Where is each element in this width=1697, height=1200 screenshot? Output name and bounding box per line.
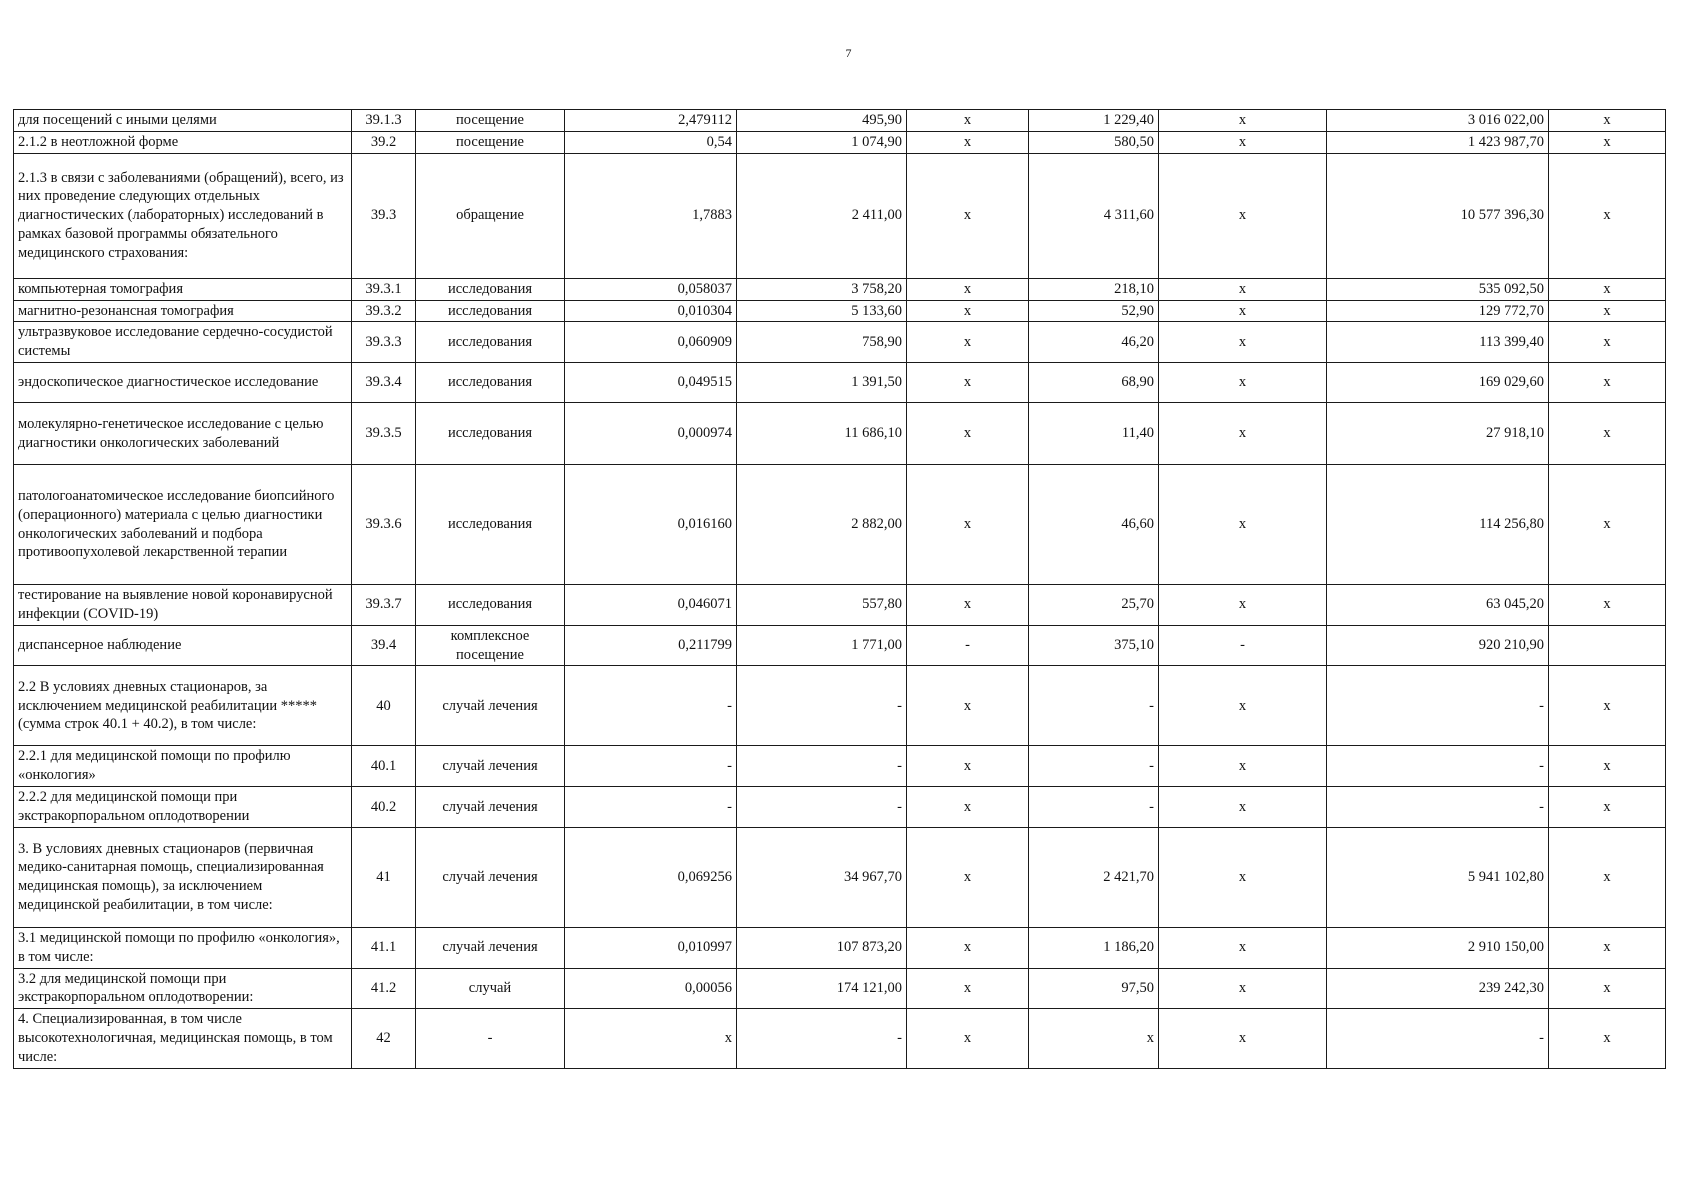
cell-unit: обращение — [416, 153, 565, 278]
cell-col-6: x — [907, 131, 1029, 153]
cell-total: 10 577 396,30 — [1327, 153, 1549, 278]
cell-code: 41.1 — [352, 927, 416, 968]
cell-name: 4. Специализированная, в том числе высокотехнологичная, медицинская помощь, в том числе: — [14, 1009, 352, 1069]
cell-cost-per-unit: 107 873,20 — [737, 927, 907, 968]
cell-volume: 0,211799 — [565, 625, 737, 666]
cell-code: 39.3.3 — [352, 322, 416, 363]
cell-total: 114 256,80 — [1327, 465, 1549, 585]
cell-per-capita: 97,50 — [1029, 968, 1159, 1009]
table-row — [14, 322, 1666, 363]
cell-volume: - — [565, 787, 737, 828]
cell-name: 2.1.3 в связи с заболеваниями (обращений), всего, из них проведение следующих отдельных диагностических (лабораторных) исследований в рамках базовой программы обязательного медицинского страхования: — [14, 153, 352, 278]
cell-per-capita: 68,90 — [1029, 363, 1159, 403]
cell-code: 39.3.6 — [352, 465, 416, 585]
cell-col-8: x — [1159, 300, 1327, 322]
cell-name: для посещений с иными целями — [14, 110, 352, 132]
cell-col-10 — [1549, 625, 1666, 666]
cell-col-6: x — [907, 153, 1029, 278]
cell-cost-per-unit: - — [737, 666, 907, 746]
cell-col-10: x — [1549, 585, 1666, 626]
cell-col-6: x — [907, 968, 1029, 1009]
table-row — [14, 625, 1666, 666]
cell-code: 39.3.7 — [352, 585, 416, 626]
cell-per-capita: 4 311,60 — [1029, 153, 1159, 278]
cell-total: 27 918,10 — [1327, 403, 1549, 465]
cell-unit: случай лечения — [416, 787, 565, 828]
cell-col-8: x — [1159, 787, 1327, 828]
cell-total: 169 029,60 — [1327, 363, 1549, 403]
cell-col-10: x — [1549, 403, 1666, 465]
cell-unit: посещение — [416, 131, 565, 153]
cell-col-6: x — [907, 278, 1029, 300]
cell-cost-per-unit: 3 758,20 — [737, 278, 907, 300]
cell-col-6: x — [907, 666, 1029, 746]
cell-per-capita: 52,90 — [1029, 300, 1159, 322]
cell-volume: 0,010304 — [565, 300, 737, 322]
cell-col-8: x — [1159, 1009, 1327, 1069]
cell-unit: случай — [416, 968, 565, 1009]
cell-name: тестирование на выявление новой коронавирусной инфекции (COVID-19) — [14, 585, 352, 626]
cell-unit: - — [416, 1009, 565, 1069]
cell-col-10: x — [1549, 363, 1666, 403]
cell-unit: исследования — [416, 465, 565, 585]
cell-cost-per-unit: 2 411,00 — [737, 153, 907, 278]
table-row — [14, 363, 1666, 403]
cell-name: патологоанатомическое исследование биопсийного (операционного) материала с целью диагностики онкологических заболеваний и подбора противоопухолевой лекарственной терапии — [14, 465, 352, 585]
cell-cost-per-unit: 34 967,70 — [737, 827, 907, 927]
cell-per-capita: 25,70 — [1029, 585, 1159, 626]
table-row — [14, 131, 1666, 153]
cell-total: 1 423 987,70 — [1327, 131, 1549, 153]
cell-per-capita: 218,10 — [1029, 278, 1159, 300]
cell-volume: x — [565, 1009, 737, 1069]
cell-volume: 0,049515 — [565, 363, 737, 403]
table-row — [14, 403, 1666, 465]
cell-code: 39.4 — [352, 625, 416, 666]
cell-col-6: x — [907, 300, 1029, 322]
cell-unit: случай лечения — [416, 927, 565, 968]
cell-volume: 0,069256 — [565, 827, 737, 927]
cell-cost-per-unit: 1 074,90 — [737, 131, 907, 153]
cell-per-capita: 46,60 — [1029, 465, 1159, 585]
cell-code: 39.3.1 — [352, 278, 416, 300]
cell-volume: 0,058037 — [565, 278, 737, 300]
cell-volume: 0,060909 — [565, 322, 737, 363]
cell-name: эндоскопическое диагностическое исследование — [14, 363, 352, 403]
cell-total: 129 772,70 — [1327, 300, 1549, 322]
cell-name: молекулярно-генетическое исследование с целью диагностики онкологических заболеваний — [14, 403, 352, 465]
cell-cost-per-unit: 2 882,00 — [737, 465, 907, 585]
cell-cost-per-unit: 174 121,00 — [737, 968, 907, 1009]
cell-col-6: x — [907, 927, 1029, 968]
cell-code: 39.2 — [352, 131, 416, 153]
cell-total: - — [1327, 1009, 1549, 1069]
cell-volume: 2,479112 — [565, 110, 737, 132]
cell-volume: 0,54 — [565, 131, 737, 153]
cell-total: 3 016 022,00 — [1327, 110, 1549, 132]
cell-col-6: x — [907, 787, 1029, 828]
cell-per-capita: - — [1029, 787, 1159, 828]
cell-col-6: x — [907, 403, 1029, 465]
cell-col-10: x — [1549, 153, 1666, 278]
cell-col-8: x — [1159, 465, 1327, 585]
table-row — [14, 666, 1666, 746]
cell-col-8: x — [1159, 278, 1327, 300]
table-row — [14, 968, 1666, 1009]
cell-total: 63 045,20 — [1327, 585, 1549, 626]
cell-total: 113 399,40 — [1327, 322, 1549, 363]
cell-unit: исследования — [416, 300, 565, 322]
cell-cost-per-unit: - — [737, 1009, 907, 1069]
cell-col-10: x — [1549, 300, 1666, 322]
cell-volume: 0,016160 — [565, 465, 737, 585]
page-number: 7 — [845, 46, 852, 60]
cell-col-6: x — [907, 585, 1029, 626]
cell-col-8: x — [1159, 666, 1327, 746]
cell-col-8: x — [1159, 363, 1327, 403]
table-row — [14, 927, 1666, 968]
cell-col-6: x — [907, 363, 1029, 403]
cell-col-6: x — [907, 110, 1029, 132]
cell-total: 239 242,30 — [1327, 968, 1549, 1009]
cell-col-8: x — [1159, 110, 1327, 132]
table-row — [14, 746, 1666, 787]
table-row — [14, 585, 1666, 626]
cell-total: 920 210,90 — [1327, 625, 1549, 666]
cell-code: 42 — [352, 1009, 416, 1069]
table-row — [14, 827, 1666, 927]
cell-volume: 0,046071 — [565, 585, 737, 626]
cell-col-6: x — [907, 827, 1029, 927]
data-table — [13, 109, 1666, 1069]
cell-code: 41.2 — [352, 968, 416, 1009]
cell-cost-per-unit: 5 133,60 — [737, 300, 907, 322]
cell-per-capita: 1 229,40 — [1029, 110, 1159, 132]
cell-total: 535 092,50 — [1327, 278, 1549, 300]
cell-col-10: x — [1549, 787, 1666, 828]
cell-code: 39.3.4 — [352, 363, 416, 403]
cell-cost-per-unit: - — [737, 746, 907, 787]
cell-col-10: x — [1549, 131, 1666, 153]
cell-name: 2.2.2 для медицинской помощи при экстракорпоральном оплодотворении — [14, 787, 352, 828]
cell-cost-per-unit: 1 391,50 — [737, 363, 907, 403]
cell-col-6: x — [907, 322, 1029, 363]
cell-per-capita: 1 186,20 — [1029, 927, 1159, 968]
cell-name: ультразвуковое исследование сердечно-сосудистой системы — [14, 322, 352, 363]
cell-per-capita: - — [1029, 666, 1159, 746]
cell-col-10: x — [1549, 465, 1666, 585]
cell-cost-per-unit: 1 771,00 — [737, 625, 907, 666]
cell-col-8: x — [1159, 968, 1327, 1009]
table-row — [14, 300, 1666, 322]
cell-unit: случай лечения — [416, 666, 565, 746]
cell-col-8: x — [1159, 746, 1327, 787]
table-row — [14, 787, 1666, 828]
table-body — [14, 110, 1666, 1069]
cell-col-10: x — [1549, 322, 1666, 363]
cell-cost-per-unit: 495,90 — [737, 110, 907, 132]
table-row — [14, 153, 1666, 278]
cell-unit: случай лечения — [416, 746, 565, 787]
cell-volume: 0,010997 — [565, 927, 737, 968]
cell-name: 2.1.2 в неотложной форме — [14, 131, 352, 153]
cell-col-10: x — [1549, 927, 1666, 968]
cell-cost-per-unit: 758,90 — [737, 322, 907, 363]
cell-code: 39.3.2 — [352, 300, 416, 322]
cell-unit: исследования — [416, 585, 565, 626]
cell-col-10: x — [1549, 666, 1666, 746]
cell-name: 3. В условиях дневных стационаров (первичная медико-санитарная помощь, специализированная медицинская помощь), за исключением медицинской реабилитации, в том числе: — [14, 827, 352, 927]
cell-cost-per-unit: 557,80 — [737, 585, 907, 626]
cell-code: 39.3 — [352, 153, 416, 278]
cell-name: 3.1 медицинской помощи по профилю «онкология», в том числе: — [14, 927, 352, 968]
cell-col-10: x — [1549, 827, 1666, 927]
cell-volume: 1,7883 — [565, 153, 737, 278]
cell-unit: случай лечения — [416, 827, 565, 927]
cell-col-8: x — [1159, 131, 1327, 153]
cell-per-capita: 46,20 — [1029, 322, 1159, 363]
cell-name: 2.2.1 для медицинской помощи по профилю «онкология» — [14, 746, 352, 787]
cell-cost-per-unit: 11 686,10 — [737, 403, 907, 465]
cell-code: 41 — [352, 827, 416, 927]
cell-col-8: x — [1159, 322, 1327, 363]
cell-volume: - — [565, 666, 737, 746]
cell-code: 40.2 — [352, 787, 416, 828]
cell-cost-per-unit: - — [737, 787, 907, 828]
cell-unit: исследования — [416, 322, 565, 363]
cell-code: 39.1.3 — [352, 110, 416, 132]
cell-unit: исследования — [416, 363, 565, 403]
cell-col-10: x — [1549, 746, 1666, 787]
cell-col-8: x — [1159, 927, 1327, 968]
cell-unit: исследования — [416, 278, 565, 300]
cell-volume: - — [565, 746, 737, 787]
cell-total: - — [1327, 787, 1549, 828]
cell-total: 2 910 150,00 — [1327, 927, 1549, 968]
cell-per-capita: 375,10 — [1029, 625, 1159, 666]
cell-name: 2.2 В условиях дневных стационаров, за исключением медицинской реабилитации ***** (сумма строк 40.1 + 40.2), в том числе: — [14, 666, 352, 746]
table-row — [14, 110, 1666, 132]
cell-col-8: x — [1159, 585, 1327, 626]
cell-unit: комплексное посещение — [416, 625, 565, 666]
cell-col-10: x — [1549, 110, 1666, 132]
cell-col-6: x — [907, 465, 1029, 585]
cell-col-10: x — [1549, 1009, 1666, 1069]
cell-col-8: - — [1159, 625, 1327, 666]
cell-unit: посещение — [416, 110, 565, 132]
cell-name: 3.2 для медицинской помощи при экстракорпоральном оплодотворении: — [14, 968, 352, 1009]
cell-col-8: x — [1159, 153, 1327, 278]
cell-col-6: x — [907, 746, 1029, 787]
cell-col-6: x — [907, 1009, 1029, 1069]
cell-total: 5 941 102,80 — [1327, 827, 1549, 927]
cell-per-capita: 11,40 — [1029, 403, 1159, 465]
cell-per-capita: - — [1029, 746, 1159, 787]
cell-col-10: x — [1549, 278, 1666, 300]
cell-per-capita: 580,50 — [1029, 131, 1159, 153]
cell-volume: 0,00056 — [565, 968, 737, 1009]
cell-total: - — [1327, 666, 1549, 746]
cell-per-capita: 2 421,70 — [1029, 827, 1159, 927]
cell-col-10: x — [1549, 968, 1666, 1009]
cell-unit: исследования — [416, 403, 565, 465]
cell-name: диспансерное наблюдение — [14, 625, 352, 666]
table-row — [14, 278, 1666, 300]
cell-total: - — [1327, 746, 1549, 787]
table-row — [14, 465, 1666, 585]
cell-code: 39.3.5 — [352, 403, 416, 465]
cell-col-8: x — [1159, 403, 1327, 465]
cell-col-6: - — [907, 625, 1029, 666]
cell-col-8: x — [1159, 827, 1327, 927]
cell-volume: 0,000974 — [565, 403, 737, 465]
cell-code: 40.1 — [352, 746, 416, 787]
cell-code: 40 — [352, 666, 416, 746]
cell-per-capita: x — [1029, 1009, 1159, 1069]
cell-name: магнитно-резонансная томография — [14, 300, 352, 322]
cell-name: компьютерная томография — [14, 278, 352, 300]
table-row — [14, 1009, 1666, 1069]
